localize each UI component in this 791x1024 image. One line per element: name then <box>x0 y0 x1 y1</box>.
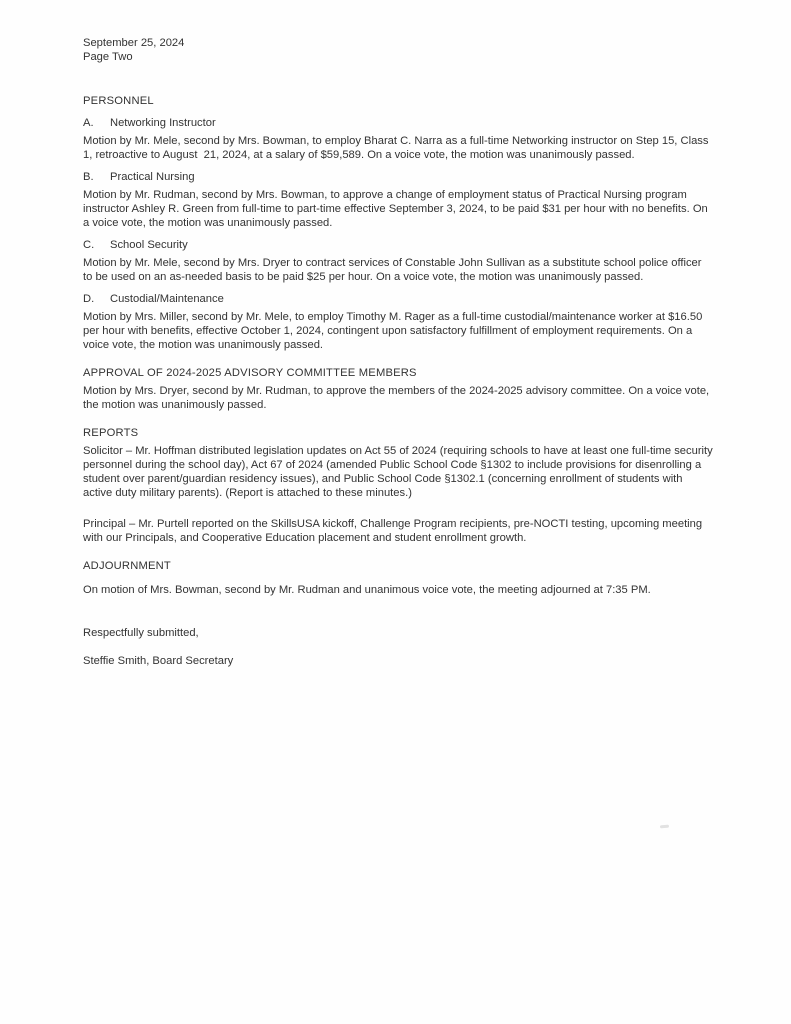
closing-block <box>83 626 713 668</box>
personnel-item-d-title: Custodial/Maintenance <box>110 293 224 305</box>
closing-salutation: Respectfully submitted, <box>83 627 199 639</box>
personnel-item-a-paragraph: Motion by Mr. Mele, second by Mrs. Bowman, to employ Bharat C. Narra as a full-time Networking instructor on Step 15, Class 1, retroactive to August 21, 2024, at a salary of $59,589. On a voice vote, the motion was unanimously passed. <box>83 135 709 161</box>
personnel-item-a-title: Networking Instructor <box>110 117 216 129</box>
personnel-item-b-subheading <box>83 170 713 184</box>
personnel-item-b-title: Practical Nursing <box>110 171 195 183</box>
reports-principal-paragraph: Principal – Mr. Purtell reported on the SkillsUSA kickoff, Challenge Program recipients, pre-NOCTI testing, upcoming meeting with our Principals, and Cooperative Education placement and student enrollment growth. <box>83 518 703 544</box>
personnel-item-c-label: C. <box>83 239 95 251</box>
date-line: September 25, 2024 <box>83 37 185 49</box>
advisory-paragraph: Motion by Mrs. Dryer, second by Mr. Rudman, to approve the members of the 2024-2025 advisory committee. On a voice vote, the motion was unanimously passed. <box>83 385 710 411</box>
adjournment-heading: ADJOURNMENT <box>83 560 171 572</box>
adjournment-paragraph: On motion of Mrs. Bowman, second by Mr. Rudman and unanimous voice vote, the meeting adjourned at 7:35 PM. <box>83 584 651 596</box>
reports-solicitor-paragraph: Solicitor – Mr. Hoffman distributed legislation updates on Act 55 of 2024 (requiring schools to have at least one full-time security personnel during the school day), Act 67 of 2024 (amended Public School Code §1302 to include provisions for disenrolling a student over parent/guardian residency issues), and Public School Code §1302.1 (concerning enrollment of students with active duty military parents). (Report is attached to these minutes.) <box>83 445 713 499</box>
closing-signature: Steffie Smith, Board Secretary <box>83 655 234 667</box>
document-content <box>83 36 713 668</box>
page-header <box>83 36 713 64</box>
personnel-item-b-paragraph: Motion by Mr. Rudman, second by Mrs. Bowman, to approve a change of employment status of Practical Nursing program instructor Ashley R. Green from full-time to part-time effective September 3, 2024, to be paid $31 per hour with no benefits. On a voice vote, the motion was unanimously passed. <box>83 189 708 229</box>
personnel-item-d <box>83 292 713 352</box>
personnel-item-a-label: A. <box>83 117 94 129</box>
personnel-item-c-paragraph: Motion by Mr. Mele, second by Mrs. Dryer to contract services of Constable John Sullivan as a substitute school police officer to be used on an as-needed basis to be paid $25 per hour. On a voice vote, the motion was unanimously passed. <box>83 257 702 283</box>
personnel-item-b-label: B. <box>83 171 94 183</box>
scan-smudge-mark <box>660 825 669 829</box>
personnel-item-b <box>83 170 713 230</box>
personnel-item-c-subheading <box>83 238 713 252</box>
reports-heading: REPORTS <box>83 427 139 439</box>
personnel-item-c <box>83 238 713 284</box>
page-number-line: Page Two <box>83 51 133 63</box>
personnel-item-a <box>83 116 713 162</box>
advisory-heading: APPROVAL OF 2024-2025 ADVISORY COMMITTEE MEMBERS <box>83 367 417 379</box>
personnel-heading: PERSONNEL <box>83 95 154 107</box>
personnel-item-a-subheading <box>83 116 713 130</box>
personnel-item-d-subheading <box>83 292 713 306</box>
personnel-item-c-title: School Security <box>110 239 188 251</box>
personnel-item-d-label: D. <box>83 293 95 305</box>
personnel-item-d-paragraph: Motion by Mrs. Miller, second by Mr. Mele, to employ Timothy M. Rager as a full-time custodial/maintenance worker at $16.50 per hour with benefits, effective October 1, 2024, contingent upon satisfactory fulfillment of employment requirements. On a voice vote, the motion was unanimously passed. <box>83 311 703 351</box>
